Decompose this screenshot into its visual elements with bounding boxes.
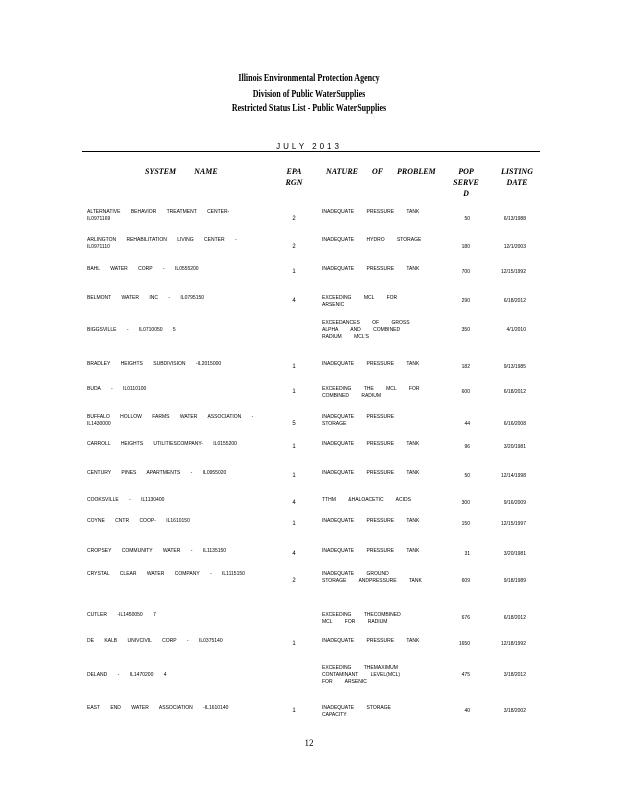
col-epa-rgn bbox=[284, 166, 304, 188]
listing-date-cell: 6/18/2012 bbox=[503, 615, 526, 621]
col-pop-line2: SERVE bbox=[453, 178, 479, 187]
problem-cell: INADEQUATE STORAGE CAPACITY bbox=[322, 705, 391, 718]
population-cell: 96 bbox=[464, 444, 470, 450]
col-listing-date bbox=[497, 166, 537, 188]
problem-cell: INADEQUATE PRESSURE TANK bbox=[322, 548, 420, 554]
system-name-cell: BUFFALO HOLLOW FARMS WATER ASSOCIATION - IL1430000 bbox=[87, 414, 254, 427]
problem-cell: INADEQUATE GROUND STORAGE ANDPRESSURE TANK bbox=[322, 571, 422, 584]
epa-region-cell: 2 bbox=[292, 244, 296, 250]
system-name-cell: CARROLL HEIGHTS UTILITIESCOMPANY- IL0155200 bbox=[87, 441, 237, 447]
system-name-cell: BELMONT WATER INC - IL0795150 bbox=[87, 295, 205, 301]
epa-region-cell: 1 bbox=[292, 641, 296, 647]
system-name-cell: BAHL WATER CORP - IL0555200 bbox=[87, 266, 199, 272]
listing-date-cell: 12/18/1992 bbox=[500, 641, 526, 647]
division-title: Division of Public WaterSupplies bbox=[252, 89, 366, 100]
problem-cell: EXCEEDING THEMAXIMUM CONTAMINANT LEVEL(MCL) FOR ARSENIC bbox=[322, 665, 401, 685]
listing-date-cell: 4/1/2010 bbox=[506, 327, 526, 333]
listing-date-cell: 12/14/1998 bbox=[500, 473, 526, 479]
system-name-cell: COYNE CNTR COOP- IL1610150 bbox=[87, 518, 190, 524]
system-name-cell: DELAND - IL1470200 4 bbox=[87, 672, 167, 678]
epa-region-cell: 4 bbox=[292, 551, 296, 557]
system-name-cell: DE KALB UNIVCIVIL CORP - IL0375140 bbox=[87, 638, 223, 644]
problem-cell: INADEQUATE PRESSURE TANK bbox=[322, 470, 420, 476]
population-cell: 50 bbox=[464, 216, 470, 222]
col-date-line2: DATE bbox=[506, 178, 528, 187]
table-top-rule bbox=[82, 151, 540, 152]
epa-region-cell: 2 bbox=[292, 216, 296, 222]
system-name-cell: CRYSTAL CLEAR WATER COMPANY - IL1115150 bbox=[87, 571, 245, 577]
agency-title: Illinois Environmental Protection Agency bbox=[238, 73, 380, 84]
problem-cell: INADEQUATE PRESSURE TANK bbox=[322, 441, 420, 447]
population-cell: 182 bbox=[461, 364, 470, 370]
problem-cell: INADEQUATE HYDRO STORAGE bbox=[322, 237, 422, 243]
epa-region-cell: 2 bbox=[292, 578, 296, 584]
system-name-cell: BUDA - IL0110100 bbox=[87, 386, 147, 392]
population-cell: 44 bbox=[464, 421, 470, 427]
listing-date-cell: 6/18/2012 bbox=[503, 298, 526, 304]
col-date-line1: LISTING bbox=[500, 167, 533, 176]
page-number: 12 bbox=[304, 738, 314, 748]
population-cell: 40 bbox=[464, 708, 470, 714]
listing-date-cell: 9/13/1985 bbox=[503, 364, 526, 370]
system-name-cell: ALTERNATIVE BEHAVIOR TREATMENT CENTER- IL0971169 bbox=[87, 209, 230, 222]
system-name-cell: CENTURY PINES APARTMENTS - IL0955020 bbox=[87, 470, 227, 476]
population-cell: 609 bbox=[461, 578, 470, 584]
epa-region-cell: 1 bbox=[292, 444, 296, 450]
system-name-cell: ARLINGTON REHABILITATION LIVING CENTER - IL0971110 bbox=[87, 237, 237, 250]
population-cell: 475 bbox=[461, 672, 470, 678]
listing-date-cell: 12/1/2003 bbox=[503, 244, 526, 250]
problem-cell: EXCEEDING THE MCL FOR COMBINED RADIUM bbox=[322, 386, 420, 399]
epa-region-cell: 1 bbox=[292, 473, 296, 479]
problem-cell: INADEQUATE PRESSURE STORAGE bbox=[322, 414, 395, 427]
problem-cell: EXCEEDING THECOMBINED MCL FOR RADIUM bbox=[322, 612, 401, 625]
listing-date-cell: 3/20/1981 bbox=[503, 444, 526, 450]
problem-cell: INADEQUATE PRESSURE TANK bbox=[322, 266, 420, 272]
problem-cell: INADEQUATE PRESSURE TANK bbox=[322, 638, 420, 644]
epa-region-cell: 1 bbox=[292, 269, 296, 275]
epa-region-cell: 1 bbox=[292, 389, 296, 395]
population-cell: 600 bbox=[461, 389, 470, 395]
population-cell: 350 bbox=[461, 327, 470, 333]
problem-cell: EXCEEDING MCL FOR ARSENIC bbox=[322, 295, 398, 308]
system-name-cell: CUTLER -IL1450050 7 bbox=[87, 612, 156, 618]
population-cell: 31 bbox=[464, 551, 470, 557]
problem-cell: EXCEEDANCES OF GROSS ALPHA AND COMBINED RADIUM MCL'S bbox=[322, 320, 410, 340]
listing-date-cell: 6/16/2008 bbox=[503, 421, 526, 427]
col-system-name: SYSTEM NAME bbox=[145, 167, 218, 176]
col-epa-rgn-line1: EPA bbox=[286, 167, 302, 176]
list-title: Restricted Status List - Public WaterSupplies bbox=[231, 103, 387, 114]
system-name-cell: CROPSEY COMMUNITY WATER - IL1135150 bbox=[87, 548, 227, 554]
epa-region-cell: 4 bbox=[292, 298, 296, 304]
epa-region-cell: 5 bbox=[292, 421, 296, 427]
epa-region-cell: 4 bbox=[292, 500, 296, 506]
epa-region-cell: 1 bbox=[292, 364, 296, 370]
listing-date-cell: 12/15/1992 bbox=[500, 269, 526, 275]
population-cell: 150 bbox=[461, 521, 470, 527]
listing-date-cell: 12/15/1997 bbox=[500, 521, 526, 527]
system-name-cell: COOKSVILLE - IL1130400 bbox=[87, 497, 165, 503]
population-cell: 300 bbox=[461, 500, 470, 506]
population-cell: 700 bbox=[461, 269, 470, 275]
col-nature-of-problem: NATURE OF PROBLEM bbox=[326, 167, 436, 176]
problem-cell: INADEQUATE PRESSURE TANK bbox=[322, 518, 420, 524]
population-cell: 676 bbox=[461, 615, 470, 621]
listing-date-cell: 6/18/2012 bbox=[503, 389, 526, 395]
population-cell: 180 bbox=[461, 244, 470, 250]
problem-cell: TTHM &HALOACETIC ACIDS bbox=[322, 497, 411, 503]
listing-date-cell: 3/18/2012 bbox=[503, 672, 526, 678]
col-pop-line3: D bbox=[463, 189, 469, 198]
system-name-cell: BIGGSVILLE - IL0710050 5 bbox=[87, 327, 176, 333]
system-name-cell: EAST END WATER ASSOCIATION -IL1610140 bbox=[87, 705, 229, 711]
col-pop-line1: POP bbox=[458, 167, 474, 176]
col-epa-rgn-line2: RGN bbox=[285, 178, 303, 187]
population-cell: 50 bbox=[464, 473, 470, 479]
epa-region-cell: 1 bbox=[292, 708, 296, 714]
report-date: JULY 2013 bbox=[276, 142, 342, 151]
population-cell: 290 bbox=[461, 298, 470, 304]
listing-date-cell: 6/13/1988 bbox=[503, 216, 526, 222]
population-cell: 1650 bbox=[458, 641, 470, 647]
listing-date-cell: 3/18/2002 bbox=[503, 708, 526, 714]
epa-region-cell: 1 bbox=[292, 521, 296, 527]
col-pop-served bbox=[451, 166, 481, 199]
problem-cell: INADEQUATE PRESSURE TANK bbox=[322, 209, 420, 215]
system-name-cell: BRADLEY HEIGHTS SUBDIVISION -IL2015000 bbox=[87, 361, 222, 367]
listing-date-cell: 9/16/2009 bbox=[503, 500, 526, 506]
problem-cell: INADEQUATE PRESSURE TANK bbox=[322, 361, 420, 367]
listing-date-cell: 3/20/1981 bbox=[503, 551, 526, 557]
listing-date-cell: 9/18/1989 bbox=[503, 578, 526, 584]
